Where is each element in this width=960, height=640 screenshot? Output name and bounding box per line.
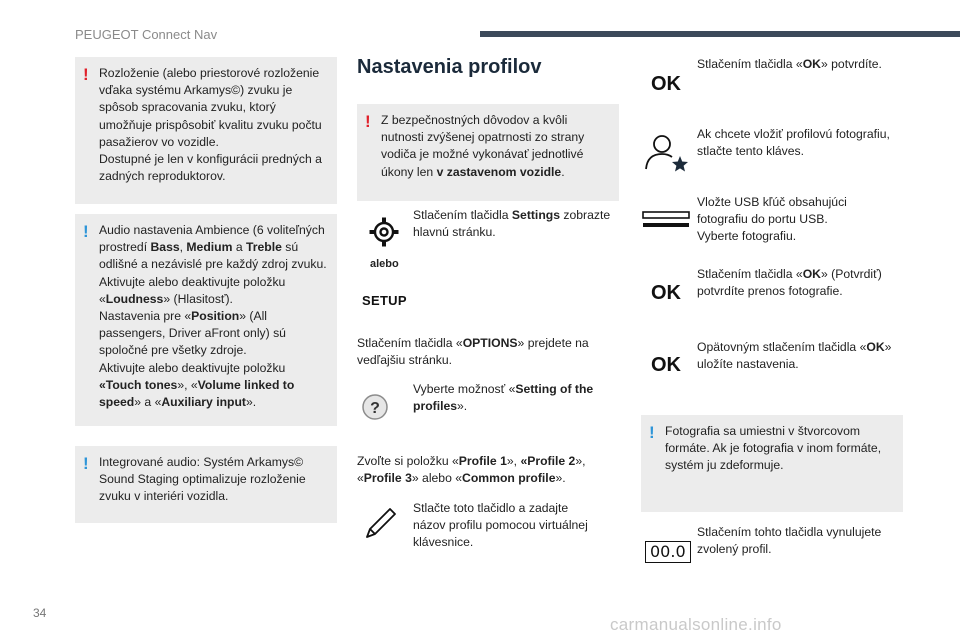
box2-line: odlišné a nezávislé pre každý zdroj zvuku. bbox=[99, 257, 327, 272]
box3-line: Sound Staging optimalizuje rozloženie bbox=[99, 472, 306, 487]
box1-line: umožňuje prispôsobiť kvalitu zvuku počtu bbox=[99, 117, 322, 132]
warn-line: vodiča je možné vykonávať jednotlivé bbox=[381, 147, 584, 162]
setup-button-label: SETUP bbox=[362, 293, 407, 308]
info-line: formáte. Ak je fotografia v inom formáte, bbox=[665, 441, 882, 456]
options-instruction: Stlačením tlačidla «OPTIONS» prejdete na vedľajšiu stránku. bbox=[357, 336, 589, 368]
warn-line: Z bezpečnostných dôvodov a kvôli bbox=[381, 113, 568, 127]
ok-confirm-instruction: Stlačením tlačidla «OK» potvrdíte. bbox=[697, 57, 882, 71]
warning-mark-icon: ! bbox=[83, 65, 89, 84]
choose-profile-instruction: Zvoľte si položku «Profile 1», «Profile 2», «Profile 3» alebo «Common profile». bbox=[357, 454, 586, 486]
watermark: carmanualsonline.info bbox=[610, 615, 782, 634]
note-box-integrated-audio bbox=[75, 446, 337, 523]
reset-button-label: 00.0 bbox=[645, 541, 691, 563]
info-line: systém ju zdeformuje. bbox=[665, 458, 784, 473]
box2-line: Aktivujte alebo deaktivujte položku bbox=[99, 274, 286, 289]
box1-line: Dostupné je len v konfigurácii predných a bbox=[99, 152, 322, 167]
box2-line: «Loudness» (Hlasitosť). bbox=[99, 291, 233, 306]
ok-button-label: OK bbox=[651, 354, 681, 376]
info-mark-icon: ! bbox=[83, 454, 89, 473]
info-mark-icon: ! bbox=[649, 423, 655, 442]
warn-line: nutnosti zvýšenej opatrnosti zo strany bbox=[381, 130, 585, 145]
box1-line: vďaka systému Arkamys©) zvuku je bbox=[99, 83, 293, 98]
note-box-arkamys bbox=[75, 57, 337, 204]
box2-line: speed» a «Auxiliary input». bbox=[99, 395, 257, 410]
edit-name-instruction: Stlačte toto tlačidlo a zadajte názov profilu pomocou virtuálnej klávesnice. bbox=[413, 501, 588, 550]
info-mark-icon: ! bbox=[83, 222, 89, 241]
box3-line: zvuku v interiéri vozidla. bbox=[99, 489, 229, 504]
ok-button-label: OK bbox=[651, 282, 681, 304]
usb-instruction: Vložte USB kľúč obsahujúci fotografiu do portu USB. Vyberte fotografiu. bbox=[697, 195, 847, 244]
profile-help-icon bbox=[361, 392, 389, 422]
confirm-transfer-instruction: Stlačením tlačidla «OK» (Potvrdiť) potvrdíte prenos fotografie. bbox=[697, 267, 882, 299]
box2-line: spoločné pre všetky zdroje. bbox=[99, 343, 247, 358]
box2-line: Nastavenia pre «Position» (All bbox=[99, 309, 267, 324]
usb-port-icon bbox=[642, 210, 690, 230]
box1-line: spôsob spracovania zvuku, ktorý bbox=[99, 100, 276, 115]
box1-line: zadných reproduktorov. bbox=[99, 169, 226, 184]
box2-line: Aktivujte alebo deaktivujte položku bbox=[99, 360, 286, 375]
box2-line: passengers, Driver aFront only) sú bbox=[99, 326, 286, 341]
info-line: Fotografia sa umiestni v štvorcovom bbox=[665, 424, 861, 438]
user-photo-icon bbox=[644, 132, 690, 172]
note-box-ambience bbox=[75, 214, 337, 426]
box2-line: Audio nastavenia Ambience (6 voliteľných bbox=[99, 223, 325, 237]
pencil-icon bbox=[363, 505, 399, 541]
header-bar bbox=[480, 31, 960, 37]
settings-instruction: Stlačením tlačidla Settings zobrazte hlavnú stránku. bbox=[413, 208, 611, 240]
alebo-label: alebo bbox=[370, 258, 399, 270]
box1-line: pasažierov vo vozidle. bbox=[99, 134, 219, 149]
select-profile-instruction: Vyberte možnosť «Setting of the profiles». bbox=[413, 382, 594, 414]
warning-box-safety bbox=[357, 104, 619, 201]
page-number: 34 bbox=[33, 606, 47, 620]
box2-line: prostredí Bass, Medium a Treble sú bbox=[99, 240, 299, 255]
box1-line: Rozloženie (alebo priestorové rozloženie bbox=[99, 66, 320, 80]
warn-line: úkony len v zastavenom vozidle. bbox=[381, 164, 565, 179]
save-instruction: Opätovným stlačením tlačidla «OK» uložíte nastavenia. bbox=[697, 340, 892, 372]
box2-line: «Touch tones», «Volume linked to bbox=[99, 377, 295, 392]
box3-line: Integrované audio: Systém Arkamys© bbox=[99, 455, 304, 469]
info-box-photo-format bbox=[641, 415, 903, 512]
section-heading: Nastavenia profilov bbox=[357, 56, 542, 78]
photo-instruction: Ak chcete vložiť profilovú fotografiu, stlačte tento kláves. bbox=[697, 127, 890, 159]
svg-text:?: ? bbox=[370, 400, 380, 417]
reset-instruction: Stlačením tohto tlačidla vynulujete zvolený profil. bbox=[697, 525, 882, 557]
gear-icon bbox=[368, 216, 400, 248]
header-title: PEUGEOT Connect Nav bbox=[75, 27, 218, 42]
warning-mark-icon: ! bbox=[365, 112, 371, 131]
ok-button-label: OK bbox=[651, 73, 681, 95]
